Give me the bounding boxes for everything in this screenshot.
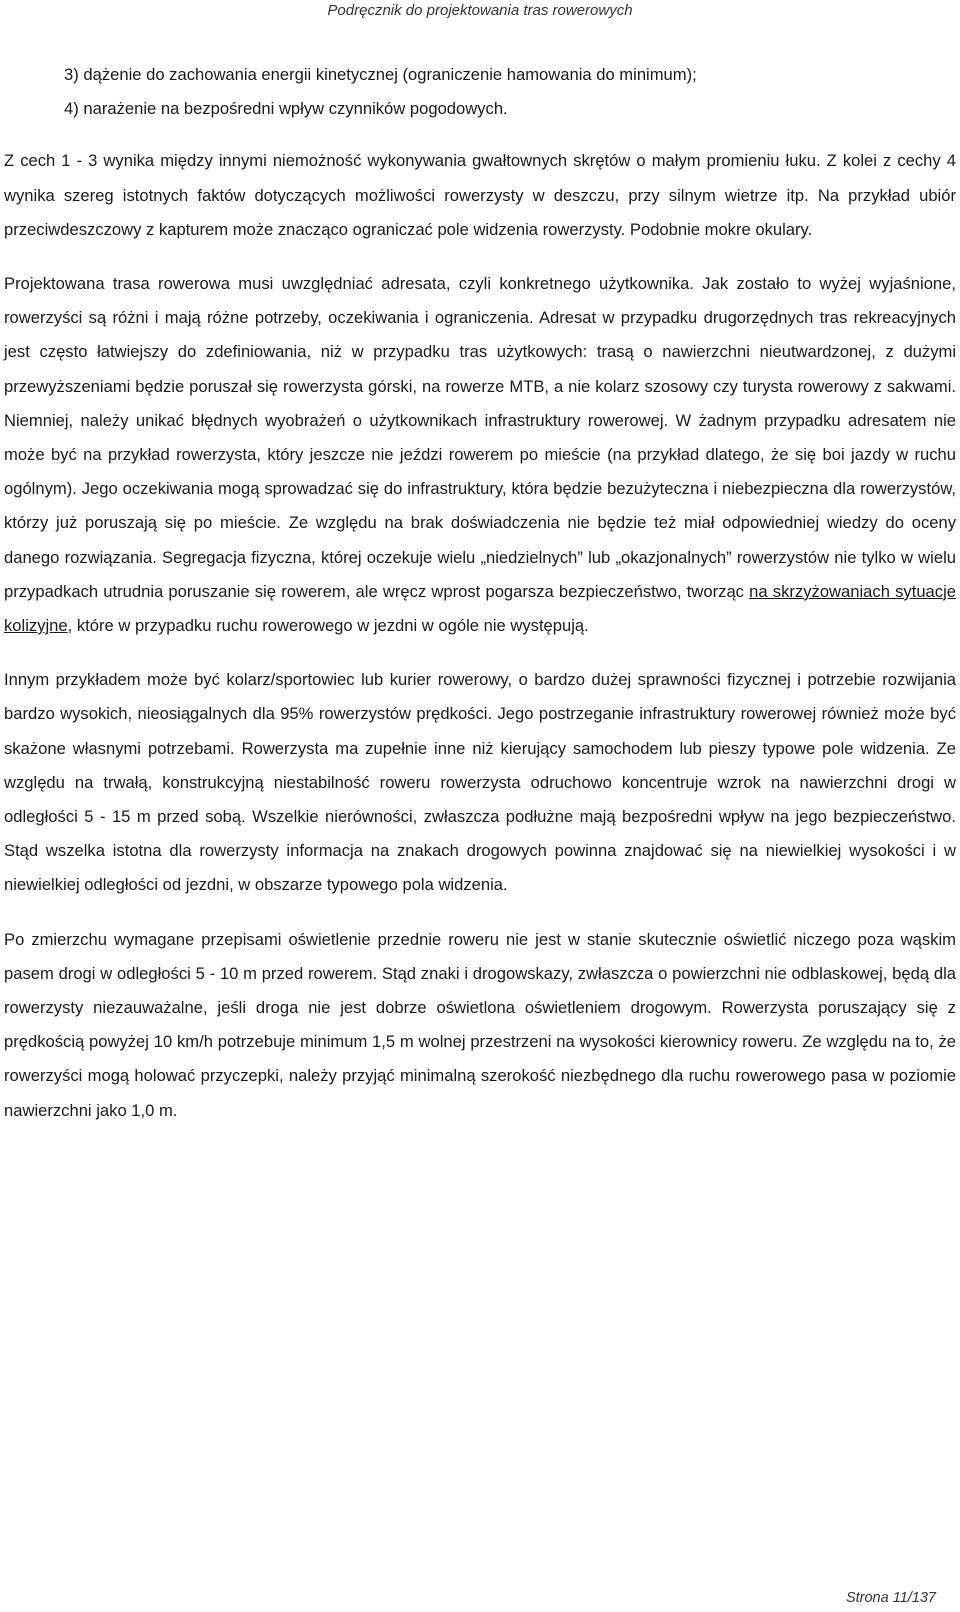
paragraph-text: , które w przypadku ruchu rowerowego w jezdni w ogóle nie występują. bbox=[67, 616, 589, 636]
paragraph: Z cech 1 - 3 wynika między innymi niemożność wykonywania gwałtownych skrętów o małym promieniu łuku. Z kolei z cechy 4 wynika szereg istotnych faktów dotyczących możliwości rowerzysty w deszczu, przy silnym wietrze itp. Na przykład ubiór przeciwdeszczowy z kapturem może znacząco ograniczać pole widzenia rowerzysty. Podobnie mokre okulary. bbox=[4, 151, 956, 239]
underlined-text: na skrzyżowaniach sytuacje kolizyjne bbox=[4, 581, 956, 636]
paragraph-text: Projektowana trasa rowerowa musi uwzględniać adresata, czyli konkretnego użytkownika. Jak zostało to wyżej wyjaśnione, rowerzyści są różni i mają różne potrzeby, oczekiwania i ograniczenia. Adresat w przypadku drugorzędnych tras rekreacyjnych jest często łatwiejszy do zdefiniowania, niż w przypadku tras użytkowych: trasą o nawierzchni nieutwardzonej, z dużymi przewyższeniami będzie poruszał się rowerzysta górski, na rowerze MTB, a nie kolarz szosowy czy turysta rowerowy z sakwami. Niemniej, należy unikać błędnych wyobrażeń o użytkownikach infrastruktury rowerowej. W żadnym przypadku adresatem nie może być na przykład rowerzysta, który jeszcze nie jeździ rowerem po mieście (na przykład dlatego, że się boi jazdy w ruchu ogólnym). Jego oczekiwania mogą sprowadzać się do infrastruktury, która będzie bezużyteczna i niebezpieczna dla rowerzystów, którzy już poruszają się po mieście. Ze względu na brak doświadczenia nie będzie też miał odpowiedniej wiedzy do oceny danego rozwiązania. Segregacja fizyczna, której oczekuje wielu „niedzielnych” lub „okazjonalnych” rowerzystów nie tylko w wielu przypadkach utrudnia poruszanie się rowerem, ale wręcz wprost pogarsza bezpieczeństwo, tworząc bbox=[4, 274, 956, 601]
document-body bbox=[4, 58, 956, 1128]
paragraph bbox=[4, 267, 956, 643]
page-header: Podręcznik do projektowania tras rowerowych bbox=[327, 2, 633, 19]
list-item: 4) narażenie na bezpośredni wpływ czynników pogodowych. bbox=[64, 99, 508, 119]
list-item: 3) dążenie do zachowania energii kinetycznej (ograniczenie hamowania do minimum); bbox=[64, 65, 697, 84]
paragraph: Innym przykładem może być kolarz/sportowiec lub kurier rowerowy, o bardzo dużej sprawności fizycznej i potrzebie rozwijania bardzo wysokich, nieosiągalnych dla 95% rowerzystów prędkości. Jego postrzeganie infrastruktury rowerowej również może być skażone własnymi potrzebami. Rowerzysta ma zupełnie inne niż kierujący samochodem lub pieszy typowe pole widzenia. Ze względu na trwałą, konstrukcyjną niestabilność roweru rowerzysta odruchowo koncentruje wzrok na nawierzchni drogi w odległości 5 - 15 m przed sobą. Wszelkie nierówności, zwłaszcza podłużne mają bezpośredni wpływ na jego bezpieczeństwo. Stąd wszelka istotna dla rowerzysty informacja na znakach drogowych powinna znajdować się na niewielkiej wysokości i w niewielkiej odległości od jezdni, w obszarze typowego pola widzenia. bbox=[4, 670, 956, 895]
numbered-list bbox=[4, 58, 956, 126]
page-number: Strona 11/137 bbox=[845, 1590, 936, 1606]
paragraph: Po zmierzchu wymagane przepisami oświetlenie przednie roweru nie jest w stanie skutecznie oświetlić niczego poza wąskim pasem drogi w odległości 5 - 10 m przed rowerem. Stąd znaki i drogowskazy, zwłaszcza o powierzchni nie odblaskowej, będą dla rowerzysty niezauważalne, jeśli droga nie jest dobrze oświetlona oświetleniem drogowym. Rowerzysta poruszający się z prędkością powyżej 10 km/h potrzebuje minimum 1,5 m wolnej przestrzeni na wysokości kierownicy roweru. Ze względu na to, że rowerzyści mogą holować przyczepki, należy przyjąć minimalną szerokość niezbędnego dla ruchu rowerowego pasa w poziomie nawierzchni jako 1,0 m. bbox=[4, 929, 956, 1120]
